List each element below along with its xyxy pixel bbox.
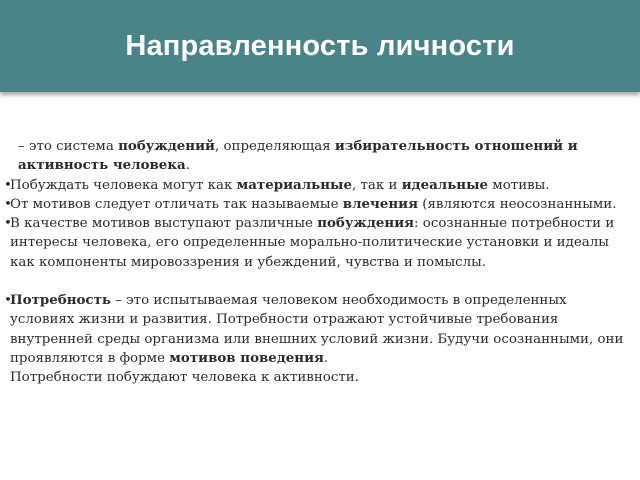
- definition-text: – это система побуждений, определяющая избирательность отношений и активность человека.: [18, 138, 578, 174]
- list-item: [4, 195, 630, 214]
- list-item-text: В качестве мотивов выступают различные побуждения: осознанные потребности и интересы человека, его определенные морально-политические установки и идеалы как компоненты мировоззрения и убеждений, чувства и помыслы.: [10, 215, 615, 270]
- need-text: Потребность – это испытываемая человеком необходимость в определенных условиях жизни и развития. Потребности отражают устойчивые требования внутренней среды организма или внешних условий жизни. Будучи осознанными, они проявляются в форме мотивов поведения. Потребности побуждают человека к активности.: [10, 292, 624, 386]
- slide-title: Направленность личности: [125, 29, 515, 62]
- bullet-icon: •: [4, 293, 12, 309]
- slide-body: [4, 137, 630, 388]
- list-item: [4, 176, 630, 195]
- list-item: [4, 214, 630, 272]
- title-bar: [0, 0, 640, 92]
- definition-paragraph: [4, 137, 630, 176]
- need-paragraph: [4, 291, 630, 387]
- list-item-text: От мотивов следует отличать так называемые влечения (являются неосознанными.: [10, 195, 617, 212]
- bullet-icon: •: [4, 177, 12, 193]
- bullet-icon: •: [4, 196, 12, 212]
- list-item-text: Побуждать человека могут как материальные, так и идеальные мотивы.: [10, 176, 550, 193]
- bullet-icon: •: [4, 216, 12, 232]
- spacer: [4, 272, 630, 291]
